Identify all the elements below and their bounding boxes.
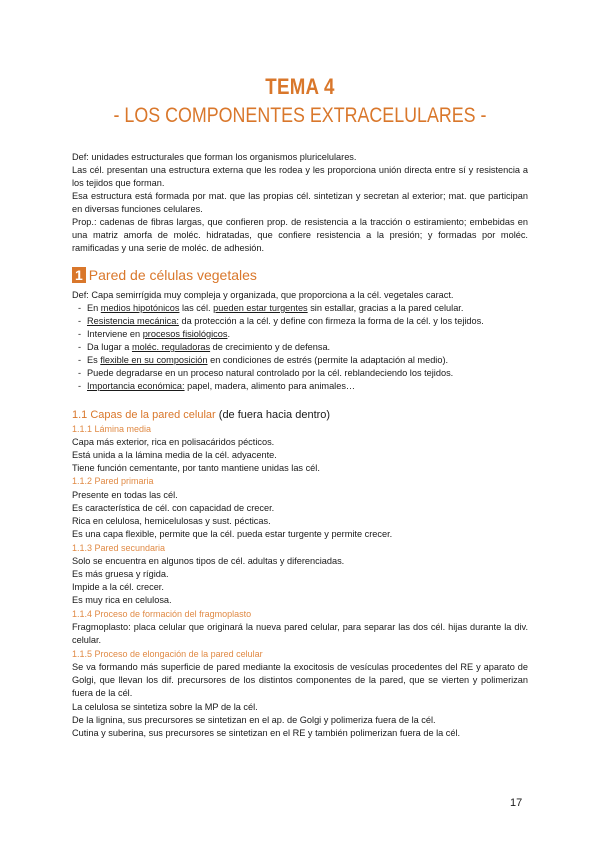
subsection-heading: 1.1 Capas de la pared celular (de fuera hacia dentro)	[72, 409, 331, 421]
list-item: - Da lugar a moléc. reguladoras de crecimiento y de defensa.	[78, 342, 331, 352]
text-line: Está unida a la lámina media de la cél. adyacente.	[72, 450, 277, 460]
list-item: - Interviene en procesos fisiológicos.	[78, 329, 231, 339]
section-number: 1	[72, 267, 86, 283]
text-line: Es una capa flexible, permite que la cél. pueda estar turgente y permite crecer.	[72, 529, 393, 539]
subsubsection-heading: 1.1.4 Proceso de formación del fragmoplasto	[72, 609, 252, 619]
text-line: Capa más exterior, rica en polisacáridos pécticos.	[72, 437, 275, 447]
intro-paragraph-2: Esa estructura está formada por mat. que las propias cél. sintetizan y secretan al exterior; mat. que participan en diversas funciones celulares.	[72, 191, 528, 214]
text-line: Cutina y suberina, sus precursores se sintetizan en el RE y también polimerizan fuera de la cél.	[72, 728, 461, 738]
text-line: Es muy rica en celulosa.	[72, 595, 172, 605]
section-definition: Def: Capa semirrígida muy compleja y organizada, que proporciona a la cél. vegetales caract.	[72, 290, 454, 300]
intro-paragraph-1: Las cél. presentan una estructura externa que les rodea y les proporciona unión directa entre sí y resistencia a los tejidos que forman.	[72, 165, 528, 188]
text-line: Presente en todas las cél.	[72, 490, 178, 500]
page-subtitle: - LOS COMPONENTES EXTRACELULARES -	[113, 104, 487, 127]
text-line: Tiene función cementante, por tanto mantiene unidas las cél.	[72, 463, 320, 473]
list-item: - Resistencia mecánica: da protección a la cél. y define con firmeza la forma de la cél. y los tejidos.	[78, 316, 484, 326]
text-line: De la lignina, sus precursores se sintetizan en el ap. de Golgi y polimeriza fuera de la cél.	[72, 715, 436, 725]
list-item: - En medios hipotónicos las cél. pueden estar turgentes sin estallar, gracias a la pared celular.	[78, 303, 464, 313]
page-title: TEMA 4	[265, 74, 335, 99]
subsubsection-heading: 1.1.1 Lámina media	[72, 424, 152, 434]
text-line: La celulosa se sintetiza sobre la MP de la cél.	[72, 702, 258, 712]
page-number: 17	[510, 797, 523, 809]
subsubsection-heading: 1.1.2 Pared primaria	[72, 476, 154, 486]
text-line: Impide a la cél. crecer.	[72, 582, 164, 592]
intro-definition: Def: unidades estructurales que forman los organismos pluricelulares.	[72, 152, 357, 162]
text-line: Solo se encuentra en algunos tipos de cél. adultas y diferenciadas.	[72, 556, 345, 566]
list-item: - Puede degradarse en un proceso natural controlado por la cél. reblandeciendo los tejidos.	[78, 368, 454, 378]
text-line: Es característica de cél. con capacidad de crecer.	[72, 503, 275, 513]
intro-paragraph-3: Prop.: cadenas de fibras largas, que confieren prop. de resistencia a la tracción o estiramiento; embebidas en una matriz amorfa de moléc. hidratadas, que confiere resistencia a la presión; y formadas por moléc. ramificadas y una serie de moléc. de adhesión.	[72, 217, 528, 253]
list-item: - Es flexible en su composición en condiciones de estrés (permite la adaptación al medio).	[78, 355, 449, 365]
subsubsection-heading: 1.1.3 Pared secundaria	[72, 543, 166, 553]
section-heading-text: Pared de células vegetales	[88, 267, 257, 283]
list-item: - Importancia económica: papel, madera, alimento para animales…	[78, 381, 356, 391]
text-paragraph: Se va formando más superficie de pared mediante la exocitosis de vesículas procedentes del RE y aparato de Golgi, que llevan los dif. precursores de los distintos componentes de la pared, que se vierten y polimerizan fuera de la cél.	[72, 662, 528, 698]
text-paragraph: Fragmoplasto: placa celular que originará la nueva pared celular, para separar las dos cél. hijas durante la div. celular.	[72, 622, 528, 645]
text-line: Rica en celulosa, hemicelulosas y sust. pécticas.	[72, 516, 271, 526]
section-heading	[72, 267, 257, 283]
subsubsection-heading: 1.1.5 Proceso de elongación de la pared celular	[72, 649, 263, 659]
text-line: Es más gruesa y rígida.	[72, 569, 169, 579]
